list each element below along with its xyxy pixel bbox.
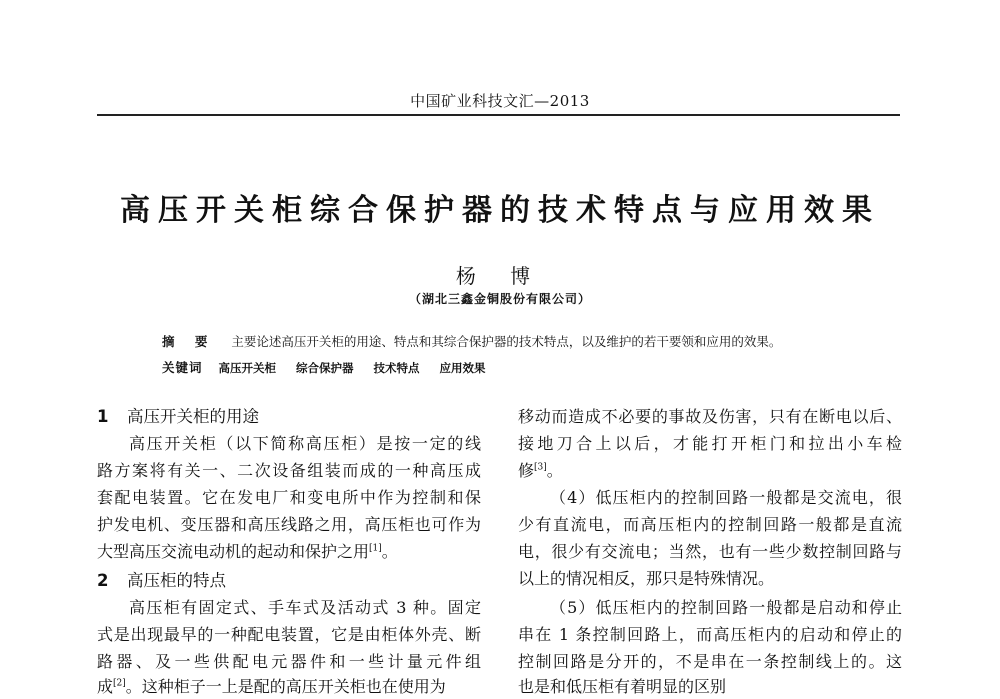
paragraph-line: 也是和低压柜有着明显的区别 — [518, 677, 727, 696]
section-title: 高压开关柜的用途 — [127, 407, 259, 426]
citation-ref: [2] — [113, 678, 126, 689]
paragraph-line: 式是出现最早的一种配电装置，它是由柜体外壳、断 — [97, 625, 481, 644]
paragraph-line: 控制回路是分开的，不是串在一条控制线上的。这 — [518, 652, 902, 671]
author-name: 杨 博 — [455, 264, 545, 288]
section-number: 2 — [97, 571, 109, 590]
abstract — [162, 332, 922, 350]
paragraph-text: 。 — [546, 461, 563, 480]
paragraph-line — [97, 675, 446, 699]
author-affiliation: （湖北三鑫金铜股份有限公司） — [408, 292, 591, 306]
paragraph-line: （5）低压柜内的控制回路一般都是启动和停止 — [550, 598, 902, 617]
section-heading-1 — [97, 405, 259, 429]
journal-header: 中国矿业科技文汇—2013 — [410, 92, 590, 110]
paragraph-line: 少有直流电，而高压柜内的控制回路一般都是直流 — [518, 515, 902, 534]
paragraph-text: 。这种柜子一上是配的高压开关柜也在使用为 — [125, 677, 446, 696]
citation-ref: [1] — [369, 543, 382, 554]
paragraph-line — [518, 459, 563, 483]
keywords-label: 关键词 — [162, 360, 203, 375]
keyword: 综合保护器 — [296, 361, 354, 375]
paper-title: 高压开关柜综合保护器的技术特点与应用效果 — [120, 193, 880, 228]
paragraph-line: 以上的情况相反，那只是特殊情况。 — [518, 569, 775, 588]
paragraph-line: 路器、及一些供配电元器件和一些计量元件组 — [97, 652, 481, 671]
keywords — [162, 358, 922, 376]
paragraph-line: 路方案将有关一、二次设备组装而成的一种高压成 — [97, 461, 481, 480]
citation-ref: [3] — [534, 462, 547, 473]
paragraph-text: 成 — [97, 677, 114, 696]
abstract-text: 主要论述高压开关柜的用途、特点和其综合保护器的技术特点，以及维护的若干要领和应用的效果。 — [231, 334, 782, 349]
keyword: 高压开关柜 — [218, 361, 277, 375]
paragraph-line: 串在 1 条控制回路上，而高压柜内的启动和停止的 — [518, 625, 902, 644]
paragraph-text: 。 — [381, 542, 398, 561]
paragraph-line: 电，很少有交流电；当然，也有一些少数控制回路与 — [518, 542, 902, 561]
paragraph-line: 移动而造成不必要的事故及伤害，只有在断电以后、 — [518, 407, 902, 426]
paragraph-line: 套配电装置。它在发电厂和变电所中作为控制和保 — [97, 488, 481, 507]
keyword: 应用效果 — [439, 361, 486, 375]
paragraph-line: 高压柜有固定式、手车式及活动式 3 种。固定 — [129, 598, 481, 617]
section-number: 1 — [97, 407, 109, 426]
abstract-label: 摘 要 — [162, 334, 216, 349]
keyword: 技术特点 — [373, 361, 420, 375]
section-heading-2 — [97, 569, 226, 593]
paragraph-line: 高压开关柜（以下简称高压柜）是按一定的线 — [129, 434, 481, 453]
paragraph-line: 护发电机、变压器和高压线路之用，高压柜也可作为 — [97, 515, 481, 534]
paragraph-text: 大型高压交流电动机的起动和保护之用 — [97, 542, 370, 561]
section-title: 高压柜的特点 — [127, 571, 226, 590]
header-rule — [97, 114, 900, 116]
paragraph-line — [97, 540, 398, 564]
paragraph-line: （4）低压柜内的控制回路一般都是交流电，很 — [550, 488, 902, 507]
paragraph-line: 接地刀合上以后，才能打开柜门和拉出小车检 — [518, 434, 902, 453]
paragraph-text: 修 — [518, 461, 535, 480]
